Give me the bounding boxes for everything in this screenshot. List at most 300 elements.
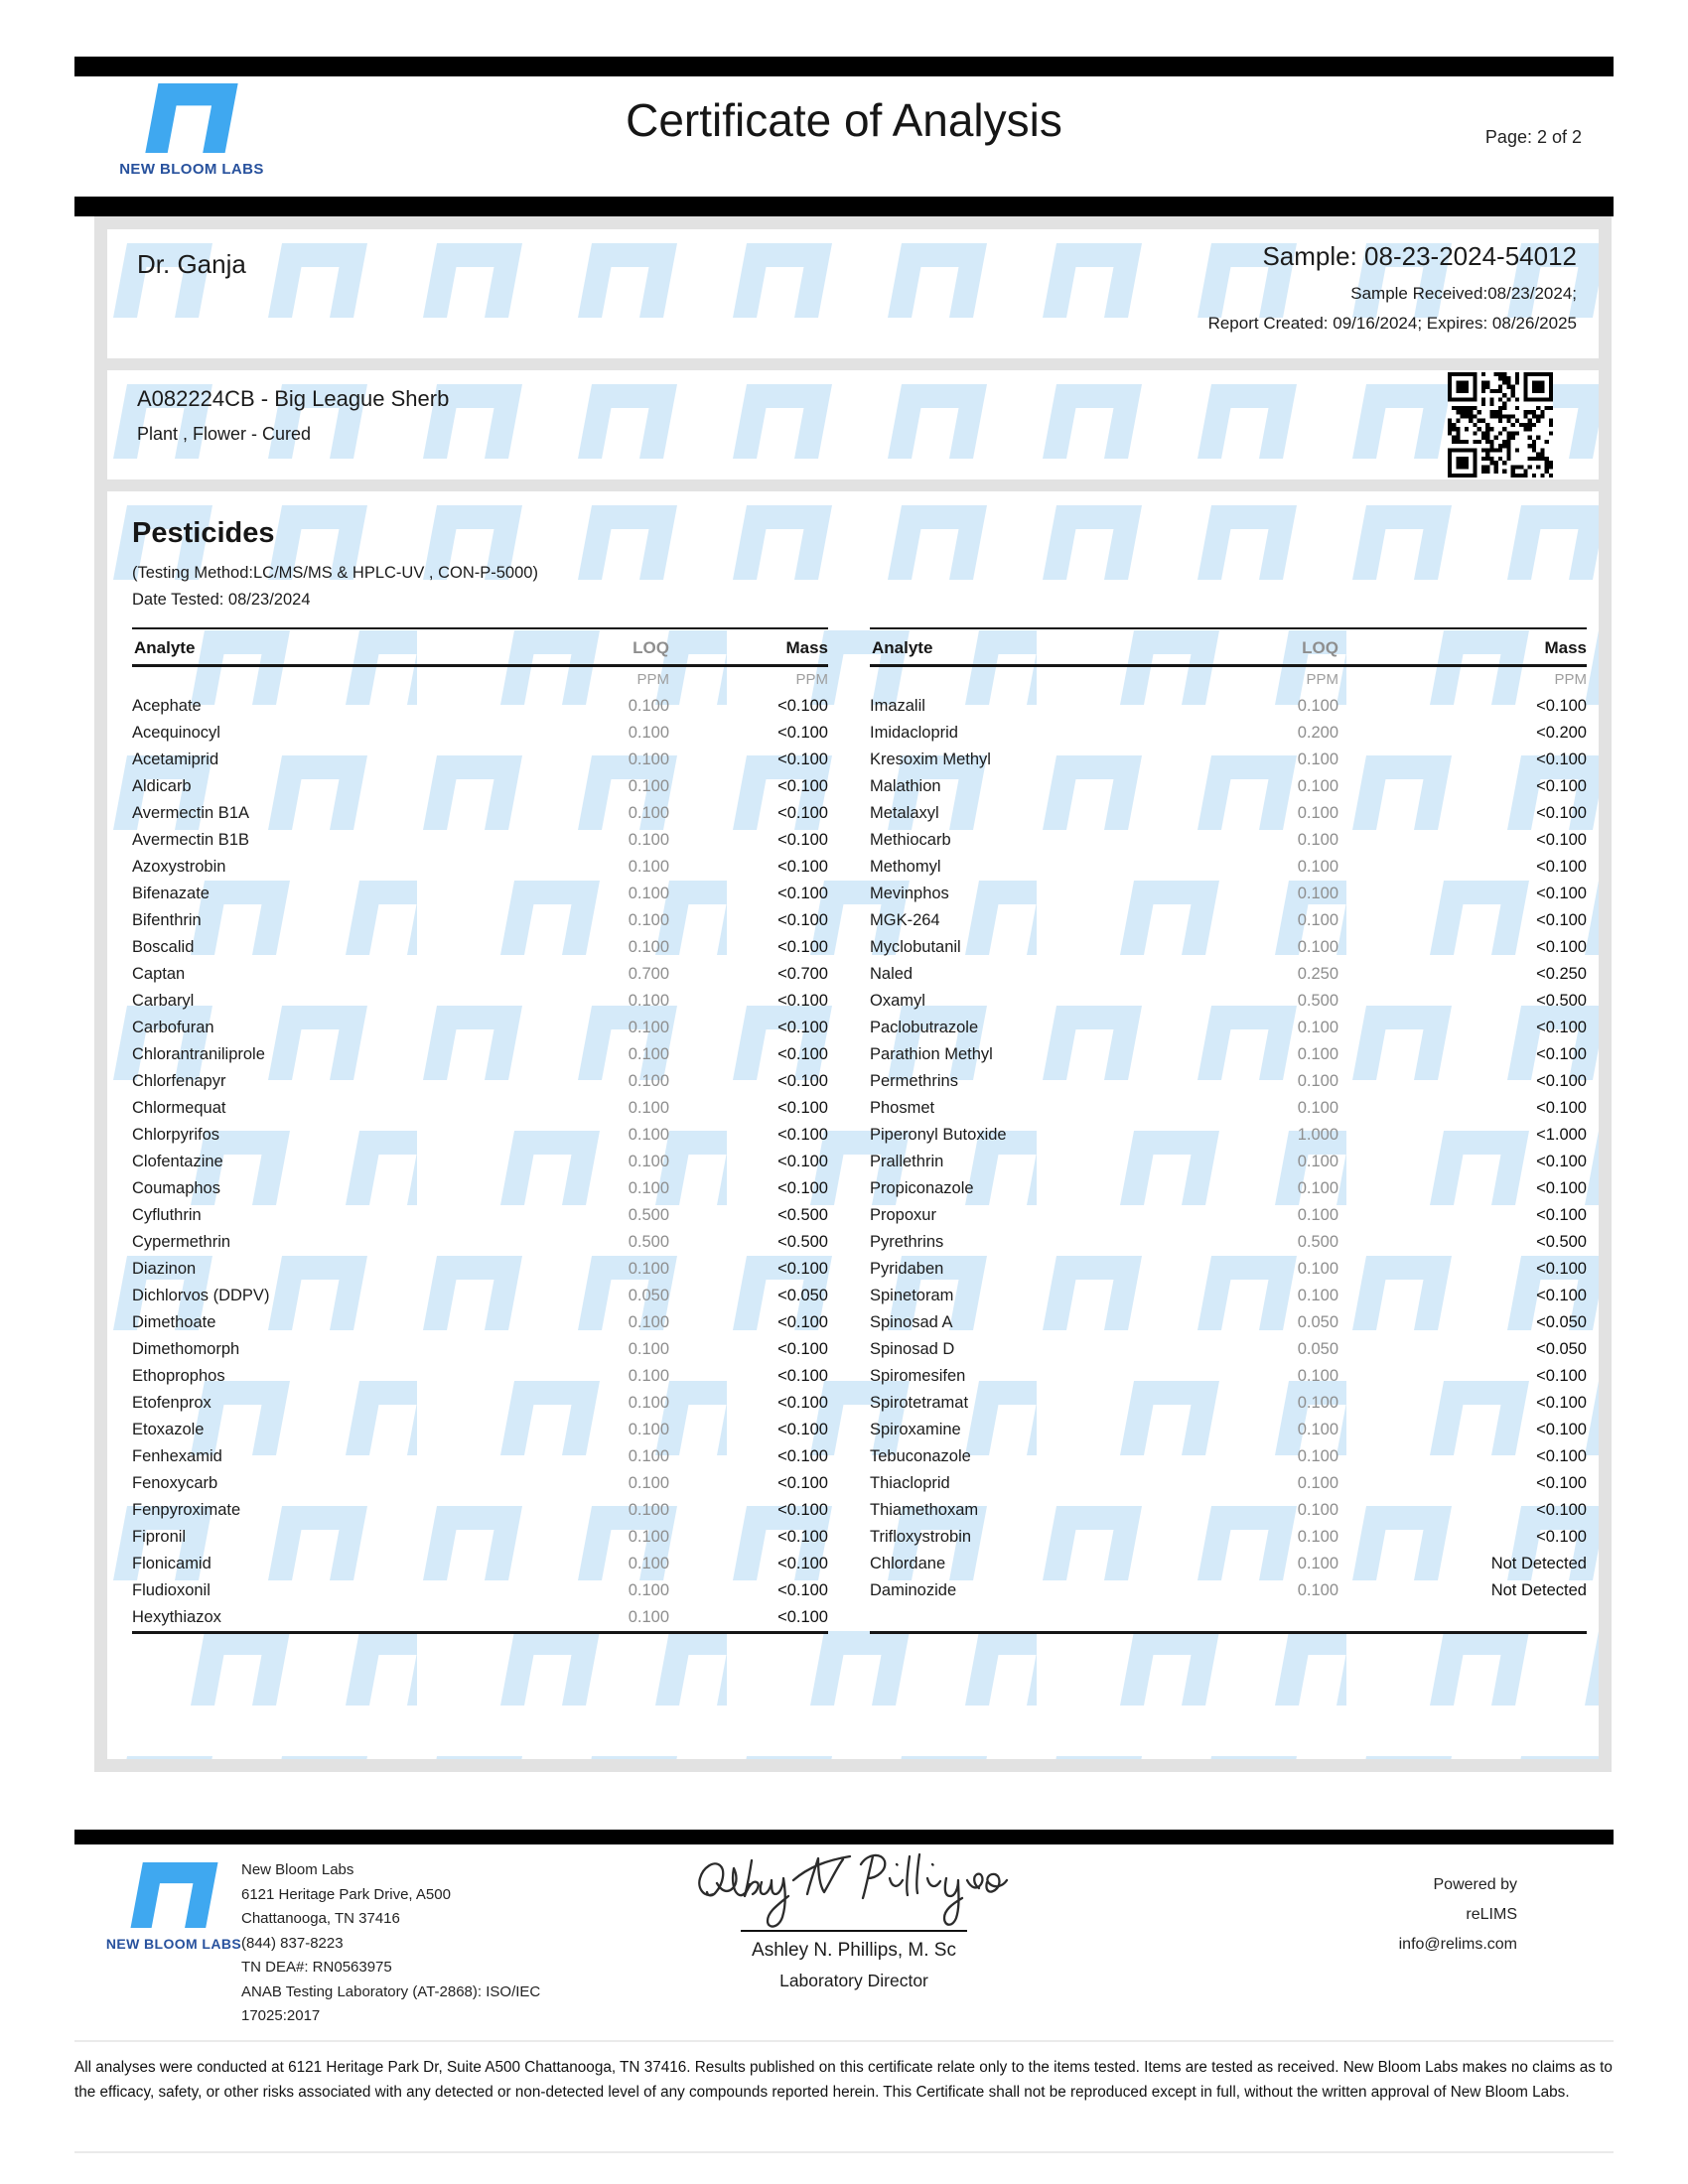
mass-cell: <0.500 <box>1536 1233 1587 1251</box>
mass-cell: <0.100 <box>777 1447 828 1465</box>
loq-cell: 0.100 <box>1297 1501 1338 1519</box>
mass-cell: <0.100 <box>777 1045 828 1063</box>
lab-line: ANAB Testing Laboratory (AT-2868): ISO/IEC <box>241 1982 541 2000</box>
loq-cell: 0.100 <box>1297 1179 1338 1197</box>
loq-cell: 0.100 <box>628 1045 669 1063</box>
loq-cell: 0.250 <box>1297 965 1338 983</box>
analyte-cell: Fenoxycarb <box>132 1474 218 1492</box>
analyte-cell: Spinosad A <box>870 1313 953 1331</box>
pesticide-row <box>870 881 1587 907</box>
unit-row <box>132 666 828 694</box>
analyte-cell: Spinosad D <box>870 1340 955 1358</box>
analyte-cell: Piperonyl Butoxide <box>870 1126 1007 1144</box>
mass-cell: <0.100 <box>777 697 828 715</box>
loq-cell: 0.100 <box>1297 858 1338 876</box>
pesticide-row <box>132 854 828 881</box>
pesticide-row <box>132 800 828 827</box>
analyte-cell: Daminozide <box>870 1581 957 1599</box>
pesticide-row <box>132 961 828 988</box>
analyte-cell: Myclobutanil <box>870 938 961 956</box>
loq-cell: 0.100 <box>628 1367 669 1385</box>
analyte-cell: Naled <box>870 965 914 983</box>
qr-code <box>1448 372 1553 478</box>
content-frame <box>94 216 1612 1772</box>
pesticide-row <box>870 934 1587 961</box>
analyte-cell: Dichlorvos (DDPV) <box>132 1287 270 1304</box>
analyte-cell: Bifenazate <box>132 885 210 902</box>
pesticide-row <box>870 1175 1587 1202</box>
pesticide-row <box>132 988 828 1015</box>
mass-cell: <0.100 <box>777 804 828 822</box>
analyte-cell: Thiacloprid <box>870 1474 950 1492</box>
pesticides-section <box>132 517 1599 1634</box>
pesticide-row <box>870 1604 1587 1633</box>
mass-cell: <0.100 <box>777 885 828 902</box>
pesticide-row <box>132 1309 828 1336</box>
loq-column-header: LOQ <box>515 628 669 666</box>
mass-cell: <0.100 <box>1536 1421 1587 1438</box>
page-number: Page: 2 of 2 <box>1484 127 1582 147</box>
analyte-cell: Imidacloprid <box>870 724 958 742</box>
pesticide-row <box>870 827 1587 854</box>
mass-cell: <0.100 <box>1536 1153 1587 1170</box>
pesticide-row <box>870 1443 1587 1470</box>
analyte-cell: Spiroxamine <box>870 1421 961 1438</box>
mass-cell: <0.100 <box>777 831 828 849</box>
loq-cell: 0.100 <box>1297 1153 1338 1170</box>
mass-cell: <0.200 <box>1536 724 1587 742</box>
analyte-cell: MGK-264 <box>870 911 940 929</box>
analyte-cell: Cypermethrin <box>132 1233 231 1251</box>
pesticide-row <box>870 1122 1587 1149</box>
pesticide-row <box>870 747 1587 773</box>
analyte-cell <box>870 1604 1190 1633</box>
loq-cell <box>1190 1604 1338 1633</box>
analyte-cell: Spinetoram <box>870 1287 954 1304</box>
pesticides-tables <box>132 627 1599 1634</box>
analyte-cell: Chlorfenapyr <box>132 1072 226 1090</box>
pesticides-table-left <box>132 627 828 1634</box>
loq-cell: 0.100 <box>628 911 669 929</box>
loq-cell: 0.500 <box>628 1206 669 1224</box>
mass-cell: <0.100 <box>777 858 828 876</box>
pesticide-row <box>870 1068 1587 1095</box>
mass-cell: Not Detected <box>1490 1581 1587 1599</box>
mass-cell: <0.100 <box>777 1099 828 1117</box>
mass-cell: <0.100 <box>1536 1072 1587 1090</box>
powered-by-label: Powered by <box>1433 1876 1517 1893</box>
loq-cell: 0.100 <box>628 724 669 742</box>
mass-cell: <0.100 <box>1536 1287 1587 1304</box>
analyte-cell: Fipronil <box>132 1528 187 1546</box>
loq-cell: 0.100 <box>628 1555 669 1572</box>
pesticide-row <box>132 1149 828 1175</box>
mass-cell: <0.050 <box>1536 1313 1587 1331</box>
lab-line: 17025:2017 <box>241 2007 321 2024</box>
pesticide-row <box>132 1497 828 1524</box>
analyte-cell: Parathion Methyl <box>870 1045 993 1063</box>
pesticide-row <box>132 1202 828 1229</box>
loq-cell: 0.100 <box>1297 1287 1338 1304</box>
loq-cell: 0.100 <box>1297 1555 1338 1572</box>
loq-cell: 0.100 <box>628 1099 669 1117</box>
brand-name: NEW BLOOM LABS <box>119 161 264 178</box>
mass-cell: <0.100 <box>1536 751 1587 768</box>
mass-cell: <0.100 <box>777 1179 828 1197</box>
analyte-cell: Fludioxonil <box>132 1581 211 1599</box>
pesticide-row <box>132 1524 828 1551</box>
analyte-cell: Propoxur <box>870 1206 936 1224</box>
loq-cell: 0.100 <box>628 777 669 795</box>
loq-cell: 0.100 <box>1297 1072 1338 1090</box>
relims-block <box>1399 1870 1517 1960</box>
pesticide-row <box>870 1390 1587 1417</box>
pesticide-row <box>870 1309 1587 1336</box>
signature-block <box>655 1837 1053 1991</box>
pesticide-row <box>132 827 828 854</box>
client-name: Dr. Ganja <box>137 249 246 279</box>
loq-cell: 0.100 <box>628 831 669 849</box>
analyte-cell: Boscalid <box>132 938 195 956</box>
loq-cell: 0.100 <box>628 1019 669 1036</box>
analyte-cell: Chlordane <box>870 1555 946 1572</box>
document-title: Certificate of Analysis <box>626 94 1062 146</box>
footer-brand <box>94 1862 253 1952</box>
pesticide-row <box>870 1283 1587 1309</box>
loq-cell: 0.100 <box>628 1126 669 1144</box>
analyte-cell: Tebuconazole <box>870 1447 971 1465</box>
analyte-cell: Azoxystrobin <box>132 858 226 876</box>
lims-name: reLIMS <box>1466 1906 1517 1923</box>
pesticide-row <box>870 1577 1587 1604</box>
analyte-cell: Fenhexamid <box>132 1447 222 1465</box>
loq-cell: 0.100 <box>628 1072 669 1090</box>
loq-cell: 0.100 <box>1297 1099 1338 1117</box>
mass-cell: <0.100 <box>777 1367 828 1385</box>
mass-cell: <0.100 <box>1536 1367 1587 1385</box>
mass-cell: <0.100 <box>1536 858 1587 876</box>
lab-line: New Bloom Labs <box>241 1861 354 1878</box>
pesticide-row <box>132 1417 828 1443</box>
loq-cell: 0.100 <box>628 1153 669 1170</box>
pesticide-row <box>870 1497 1587 1524</box>
mass-cell: <0.500 <box>777 1206 828 1224</box>
pesticide-row <box>132 1604 828 1633</box>
pesticide-row <box>132 720 828 747</box>
mass-cell: Not Detected <box>1490 1555 1587 1572</box>
handwritten-signature-icon <box>690 1837 1018 1936</box>
loq-unit: PPM <box>636 671 669 688</box>
mass-cell: <0.100 <box>777 1260 828 1278</box>
loq-cell: 0.100 <box>628 992 669 1010</box>
analyte-column-header: Analyte <box>132 628 515 666</box>
sample-number: Sample: 08-23-2024-54012 <box>1262 241 1577 271</box>
mass-cell <box>1338 1604 1587 1633</box>
pesticide-row <box>870 854 1587 881</box>
pesticide-row <box>870 720 1587 747</box>
mass-cell: <0.100 <box>777 1153 828 1170</box>
section-title: Pesticides <box>132 517 275 549</box>
loq-column-header: LOQ <box>1190 628 1338 666</box>
loq-cell: 0.100 <box>1297 885 1338 902</box>
loq-cell: 0.500 <box>1297 1233 1338 1251</box>
pesticide-row <box>132 773 828 800</box>
pesticide-row <box>132 1363 828 1390</box>
sample-received-date: Sample Received:08/23/2024; <box>1350 284 1577 303</box>
loq-cell: 0.100 <box>628 751 669 768</box>
pesticide-row <box>870 1202 1587 1229</box>
pesticide-row <box>870 1417 1587 1443</box>
sample-id-line: A082224CB - Big League Sherb <box>137 386 450 411</box>
mass-cell: <0.100 <box>1536 938 1587 956</box>
loq-cell: 0.100 <box>628 697 669 715</box>
loq-cell: 0.100 <box>628 1394 669 1412</box>
loq-cell: 0.200 <box>1297 724 1338 742</box>
pesticide-row <box>132 1551 828 1577</box>
table-header-row <box>132 628 828 666</box>
analyte-cell: Pyridaben <box>870 1260 944 1278</box>
mass-cell: <1.000 <box>1536 1126 1587 1144</box>
analyte-cell: Dimethomorph <box>132 1340 240 1358</box>
mass-cell: <0.100 <box>777 751 828 768</box>
sample-type-line: Plant , Flower - Cured <box>137 424 312 444</box>
loq-cell: 0.050 <box>1297 1313 1338 1331</box>
loq-cell: 0.100 <box>628 1179 669 1197</box>
analyte-cell: Propiconazole <box>870 1179 974 1197</box>
header-rule-bar <box>74 197 1614 216</box>
pesticide-row <box>132 693 828 720</box>
mass-cell: <0.100 <box>777 1313 828 1331</box>
analyte-cell: Captan <box>132 965 186 983</box>
pesticide-row <box>132 1095 828 1122</box>
loq-cell: 0.100 <box>1297 777 1338 795</box>
pesticide-row <box>132 1229 828 1256</box>
disclaimer-top-rule <box>74 2040 1614 2042</box>
loq-cell: 0.500 <box>628 1233 669 1251</box>
loq-cell: 0.100 <box>1297 831 1338 849</box>
analyte-cell: Diazinon <box>132 1260 197 1278</box>
loq-cell: 0.700 <box>628 965 669 983</box>
lab-line: TN DEA#: RN0563975 <box>241 1959 392 1976</box>
pesticide-row <box>870 988 1587 1015</box>
loq-cell: 0.100 <box>1297 1474 1338 1492</box>
analyte-cell: Trifloxystrobin <box>870 1528 972 1546</box>
pesticide-row <box>132 1068 828 1095</box>
mass-cell: <0.100 <box>1536 1206 1587 1224</box>
loq-cell: 0.100 <box>628 1340 669 1358</box>
date-tested: Date Tested: 08/23/2024 <box>132 591 311 609</box>
mass-column-header: Mass <box>669 628 828 666</box>
pesticide-row <box>132 747 828 773</box>
mass-cell: <0.100 <box>1536 1474 1587 1492</box>
mass-cell: <0.100 <box>777 1555 828 1572</box>
analyte-cell: Acephate <box>132 697 202 715</box>
pesticide-row <box>132 1256 828 1283</box>
analyte-cell: Flonicamid <box>132 1555 211 1572</box>
analyte-cell: Mevinphos <box>870 885 949 902</box>
pesticide-row <box>132 1443 828 1470</box>
pesticide-row <box>870 1095 1587 1122</box>
pesticide-row <box>870 1041 1587 1068</box>
analyte-cell: Carbaryl <box>132 992 195 1010</box>
loq-cell: 1.000 <box>1297 1126 1338 1144</box>
mass-cell: <0.700 <box>777 965 828 983</box>
signer-title: Laboratory Director <box>779 1971 928 1990</box>
pesticide-row <box>870 1256 1587 1283</box>
mass-cell: <0.100 <box>1536 1501 1587 1519</box>
mass-cell: <0.100 <box>777 1072 828 1090</box>
pesticide-row <box>132 1283 828 1309</box>
mass-cell: <0.500 <box>1536 992 1587 1010</box>
pesticide-row <box>870 1336 1587 1363</box>
loq-cell: 0.100 <box>1297 1045 1338 1063</box>
top-rule-bar <box>74 57 1614 76</box>
pesticide-row <box>132 881 828 907</box>
analyte-cell: Malathion <box>870 777 941 795</box>
analyte-cell: Metalaxyl <box>870 804 939 822</box>
analyte-cell: Hexythiazox <box>132 1608 221 1626</box>
pesticide-row <box>870 1149 1587 1175</box>
loq-cell: 0.100 <box>628 1528 669 1546</box>
pesticide-row <box>870 1551 1587 1577</box>
loq-cell: 0.100 <box>1297 1447 1338 1465</box>
analyte-cell: Acequinocyl <box>132 724 220 742</box>
pesticide-row <box>132 907 828 934</box>
analyte-cell: Chlorpyrifos <box>132 1126 220 1144</box>
pesticide-row <box>132 1015 828 1041</box>
analyte-cell: Chlormequat <box>132 1099 226 1117</box>
loq-cell: 0.100 <box>628 885 669 902</box>
testing-method: (Testing Method:LC/MS/MS & HPLC-UV , CON-P-5000) <box>132 564 538 582</box>
analyte-cell: Fenpyroximate <box>132 1501 241 1519</box>
mass-cell: <0.100 <box>777 724 828 742</box>
loq-cell: 0.100 <box>1297 697 1338 715</box>
mass-cell: <0.100 <box>1536 777 1587 795</box>
mass-cell: <0.100 <box>777 992 828 1010</box>
analyte-cell: Etofenprox <box>132 1394 211 1412</box>
mass-cell: <0.100 <box>777 1394 828 1412</box>
loq-cell: 0.100 <box>628 858 669 876</box>
mass-unit: PPM <box>795 671 828 688</box>
new-bloom-labs-logo-icon <box>122 1862 226 1928</box>
loq-cell: 0.100 <box>628 1421 669 1438</box>
contact-email: info@relims.com <box>1398 1936 1517 1953</box>
analyte-cell: Permethrins <box>870 1072 958 1090</box>
mass-cell: <0.050 <box>777 1287 828 1304</box>
mass-cell: <0.100 <box>1536 1045 1587 1063</box>
loq-cell: 0.100 <box>1297 1019 1338 1036</box>
client-info-card <box>107 229 1599 358</box>
loq-cell: 0.100 <box>1297 751 1338 768</box>
pesticide-row <box>870 1524 1587 1551</box>
analyte-cell: Spiromesifen <box>870 1367 966 1385</box>
mass-cell: <0.100 <box>777 1019 828 1036</box>
analyte-cell: Chlorantraniliprole <box>132 1045 265 1063</box>
analyte-cell: Thiamethoxam <box>870 1501 979 1519</box>
loq-cell: 0.100 <box>1297 1394 1338 1412</box>
loq-cell: 0.500 <box>1297 992 1338 1010</box>
loq-cell: 0.100 <box>628 1474 669 1492</box>
mass-cell: <0.250 <box>1536 965 1587 983</box>
mass-cell: <0.050 <box>1536 1340 1587 1358</box>
lab-line: (844) 837-8223 <box>241 1934 344 1952</box>
table-header-row <box>870 628 1587 666</box>
loq-cell: 0.100 <box>1297 938 1338 956</box>
lab-address-block <box>241 1858 540 2029</box>
brand-name: NEW BLOOM LABS <box>105 1936 242 1952</box>
analyte-cell: Carbofuran <box>132 1019 214 1036</box>
pesticide-row <box>132 1041 828 1068</box>
mass-cell: <0.100 <box>1536 804 1587 822</box>
loq-cell: 0.100 <box>1297 804 1338 822</box>
mass-cell: <0.100 <box>1536 831 1587 849</box>
analyte-cell: Avermectin B1B <box>132 831 249 849</box>
pesticide-row <box>132 1470 828 1497</box>
loq-cell: 0.100 <box>1297 1367 1338 1385</box>
mass-cell: <0.100 <box>777 1501 828 1519</box>
analyte-cell: Methomyl <box>870 858 941 876</box>
loq-cell: 0.100 <box>1297 1260 1338 1278</box>
pesticide-row <box>132 1336 828 1363</box>
report-created-expires: Report Created: 09/16/2024; Expires: 08/26/2025 <box>1207 314 1577 333</box>
pesticide-row <box>132 1577 828 1604</box>
analyte-cell: Acetamiprid <box>132 751 219 768</box>
analyte-cell: Phosmet <box>870 1099 935 1117</box>
signer-name: Ashley N. Phillips, M. Sc <box>752 1940 956 1961</box>
loq-cell: 0.100 <box>628 1581 669 1599</box>
mass-cell: <0.100 <box>1536 1260 1587 1278</box>
lab-line: 6121 Heritage Park Drive, A500 <box>241 1885 451 1903</box>
mass-cell: <0.100 <box>777 1581 828 1599</box>
pesticide-row <box>870 800 1587 827</box>
mass-cell: <0.500 <box>777 1233 828 1251</box>
loq-unit: PPM <box>1306 671 1338 688</box>
loq-cell: 0.100 <box>1297 1206 1338 1224</box>
mass-cell: <0.100 <box>777 1474 828 1492</box>
pesticide-row <box>870 1470 1587 1497</box>
analyte-cell: Aldicarb <box>132 777 192 795</box>
mass-cell: <0.100 <box>777 1608 828 1626</box>
analyte-cell: Pyrethrins <box>870 1233 944 1251</box>
loq-cell: 0.100 <box>1297 1581 1338 1599</box>
mass-cell: <0.100 <box>1536 885 1587 902</box>
analyte-cell: Cyfluthrin <box>132 1206 202 1224</box>
loq-cell: 0.100 <box>628 1447 669 1465</box>
analyte-cell: Spirotetramat <box>870 1394 969 1412</box>
mass-unit: PPM <box>1554 671 1587 688</box>
loq-cell: 0.100 <box>628 804 669 822</box>
pesticide-row <box>132 1390 828 1417</box>
loq-cell: 0.100 <box>1297 911 1338 929</box>
mass-cell: <0.100 <box>777 938 828 956</box>
mass-cell: <0.100 <box>1536 911 1587 929</box>
analyte-cell: Kresoxim Methyl <box>870 751 991 768</box>
pesticides-card <box>107 491 1599 1759</box>
mass-cell: <0.100 <box>1536 1394 1587 1412</box>
signature-underline <box>741 1930 967 1932</box>
analyte-cell: Paclobutrazole <box>870 1019 979 1036</box>
loq-cell: 0.050 <box>628 1287 669 1304</box>
loq-cell: 0.100 <box>628 1501 669 1519</box>
analyte-cell: Etoxazole <box>132 1421 205 1438</box>
mass-cell: <0.100 <box>1536 1528 1587 1546</box>
analyte-cell: Oxamyl <box>870 992 925 1010</box>
mass-cell: <0.100 <box>1536 1099 1587 1117</box>
pesticides-table-right <box>870 627 1587 1634</box>
pesticide-row <box>132 1122 828 1149</box>
mass-cell: <0.100 <box>777 1421 828 1438</box>
analyte-cell: Clofentazine <box>132 1153 223 1170</box>
